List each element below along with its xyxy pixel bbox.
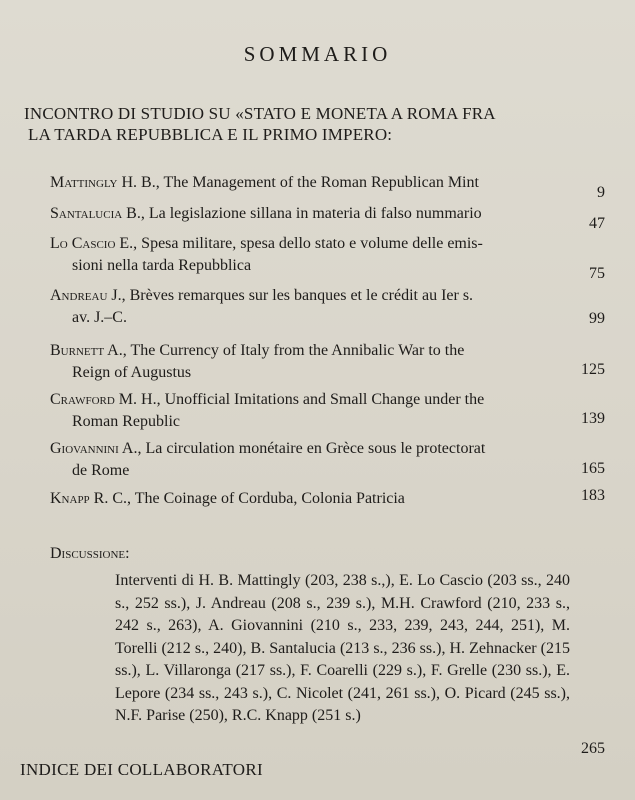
entry-page-number: 47 [589, 215, 605, 232]
index-heading: INDICE DEI COLLABORATORI [20, 760, 263, 779]
entry-page-number: 75 [589, 265, 605, 282]
section-heading-line-1: INCONTRO DI STUDIO SU «STATO E MONETA A ROMA FRA [24, 104, 496, 123]
entry-author: Knapp R. C., [50, 490, 132, 507]
entry-title-continued: av. J.–C. [72, 309, 127, 326]
entry-title-continued: Reign of Augustus [72, 364, 192, 381]
entry-page-number: 125 [581, 361, 605, 378]
entry-page-number: 99 [589, 310, 605, 327]
section-heading-line-2: LA TARDA REPUBBLICA E IL PRIMO IMPERO: [28, 125, 393, 144]
entry-author: Burnett A., [50, 342, 127, 359]
entry-page-number: 9 [597, 184, 605, 201]
entry-title: Spesa militare, spesa dello stato e volume delle emis- [141, 235, 483, 252]
entry-title-continued: de Rome [72, 462, 130, 479]
entry-author: Lo Cascio E., [50, 235, 138, 252]
entry-title: The Management of the Roman Republican Mint [163, 174, 479, 191]
entry-title: Unofficial Imitations and Small Change under the [164, 391, 485, 408]
entry-page-number: 139 [581, 410, 605, 427]
toc-entry-burnett [50, 340, 555, 384]
discussion-page-number: 265 [581, 740, 605, 757]
entry-author: Santalucia B., [50, 205, 145, 222]
page-title: SOMMARIO [243, 42, 392, 66]
toc-entry-lo-cascio [50, 233, 555, 277]
toc-entry-crawford [50, 389, 555, 433]
toc-entry-santalucia [50, 203, 555, 225]
entry-title-continued: sioni nella tarda Repubblica [72, 257, 252, 274]
entry-title: Brèves remarques sur les banques et le crédit au Ier s. [129, 287, 474, 304]
entry-author: Crawford M. H., [50, 391, 161, 408]
entry-title: The Currency of Italy from the Annibalic War to the [130, 342, 465, 359]
entry-title-continued: Roman Republic [72, 413, 180, 430]
discussion-label: Discussione: [50, 545, 130, 562]
toc-entry-knapp [50, 488, 555, 510]
toc-entry-mattingly [50, 172, 555, 194]
entry-author: Andreau J., [50, 287, 126, 304]
entry-page-number: 165 [581, 460, 605, 477]
toc-entry-andreau [50, 285, 555, 329]
toc-entry-giovannini [50, 438, 555, 482]
entry-author: Mattingly H. B., [50, 174, 160, 191]
discussion-text: Interventi di H. B. Mattingly (203, 238 s.,), E. Lo Cascio (203 ss., 240 s., 252 ss.), J. Andreau (208 s., 239 s.), M.H. Crawford (210, 233 s., 242 s., 263), A. Giovannini (210 s., 233, 239, 243, 244, 251), M. Torelli (212 s., 240), B. Santalucia (213 s., 236 ss.), H. Zehnacker (215 ss.), L. Villaronga (217 ss.), F. Coarelli (229 s.), F. Grelle (230 ss.), E. Lepore (234 ss., 243 s.), C. Nicolet (241, 261 ss.), O. Picard (245 ss.), N.F. Parise (250), R.C. Knapp (251 s.) [115, 572, 570, 724]
section-heading [24, 103, 614, 145]
entry-page-number: 183 [581, 487, 605, 504]
entry-title: La circulation monétaire en Grèce sous le protectorat [145, 440, 486, 457]
entry-title: The Coinage of Corduba, Colonia Patricia [134, 490, 405, 507]
entry-title: La legislazione sillana in materia di falso nummario [148, 205, 482, 222]
entry-author: Giovannini A., [50, 440, 142, 457]
